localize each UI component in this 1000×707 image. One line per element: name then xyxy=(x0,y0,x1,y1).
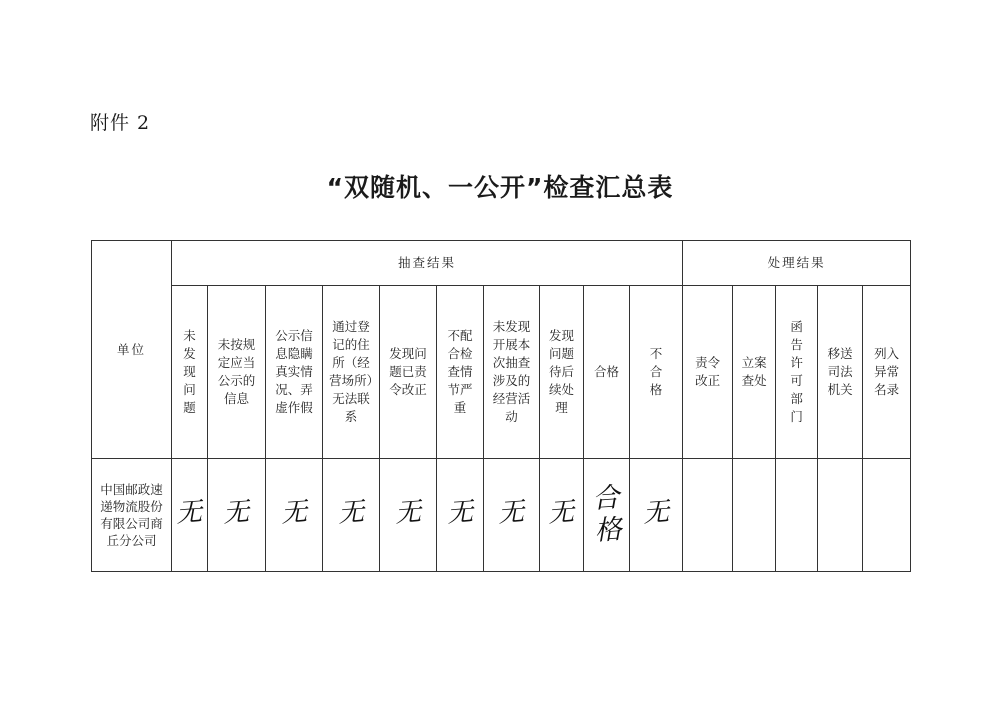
handwritten-value: 无 xyxy=(393,497,423,529)
table-header-row-groups xyxy=(92,241,911,286)
handling-cell xyxy=(818,459,863,572)
column-header: 合格 xyxy=(584,286,630,459)
table-header-row-columns xyxy=(92,286,911,459)
handling-cell xyxy=(683,459,733,572)
handling-cell xyxy=(863,459,911,572)
result-cell xyxy=(437,459,484,572)
result-cell xyxy=(172,459,208,572)
result-cell xyxy=(208,459,266,572)
handling-group-header-cell xyxy=(683,241,911,286)
column-header: 责令改正 xyxy=(683,286,733,459)
handwritten-value: 无 xyxy=(175,497,204,529)
handwritten-value: 无 xyxy=(547,497,576,529)
unit-name: 中国邮政速递物流股份有限公司商丘分公司 xyxy=(100,481,163,548)
column-header: 未按规定应当公示的信息 xyxy=(208,286,266,459)
handwritten-value: 无 xyxy=(642,497,671,529)
unit-header: 单位 xyxy=(116,341,146,357)
unit-header-cell xyxy=(92,241,172,459)
column-header: 发现问题待后续处理 xyxy=(540,286,584,459)
column-header: 移送司法机关 xyxy=(818,286,863,459)
column-header: 公示信息隐瞒真实情况、弄虚作假 xyxy=(266,286,323,459)
column-header: 发现问题已责令改正 xyxy=(380,286,437,459)
handwritten-value: 合格 xyxy=(590,482,623,547)
document-title: “双随机、一公开”检查汇总表 xyxy=(326,173,674,202)
handwritten-value: 无 xyxy=(497,497,526,529)
unit-cell xyxy=(92,459,172,572)
result-cell xyxy=(380,459,437,572)
inspection-summary-table xyxy=(91,240,911,572)
handwritten-value: 无 xyxy=(445,497,475,529)
result-cell xyxy=(540,459,584,572)
handwritten-value: 无 xyxy=(279,497,309,529)
handling-cell xyxy=(776,459,818,572)
result-cell xyxy=(630,459,683,572)
column-header: 列入异常名录 xyxy=(863,286,911,459)
column-header: 未发现开展本次抽查涉及的经营活动 xyxy=(484,286,540,459)
handwritten-value: 无 xyxy=(336,497,366,529)
attachment-label: 附件 2 xyxy=(90,112,151,134)
result-cell xyxy=(266,459,323,572)
column-header: 通过登记的住所（经营场所）无法联系 xyxy=(323,286,380,459)
handling-group-header: 处理结果 xyxy=(767,255,826,270)
inspection-group-header: 抽查结果 xyxy=(398,255,457,270)
handling-cell xyxy=(733,459,776,572)
result-cell xyxy=(484,459,540,572)
inspection-group-header-cell xyxy=(172,241,683,286)
column-header: 立案查处 xyxy=(733,286,776,459)
column-header: 不合格 xyxy=(630,286,683,459)
column-header: 未发现问题 xyxy=(172,286,208,459)
table-row xyxy=(92,459,911,572)
column-header: 不配合检查情节严重 xyxy=(437,286,484,459)
column-header: 函告许可部门 xyxy=(776,286,818,459)
result-cell xyxy=(323,459,380,572)
result-cell xyxy=(584,459,630,572)
handwritten-value: 无 xyxy=(222,497,251,529)
